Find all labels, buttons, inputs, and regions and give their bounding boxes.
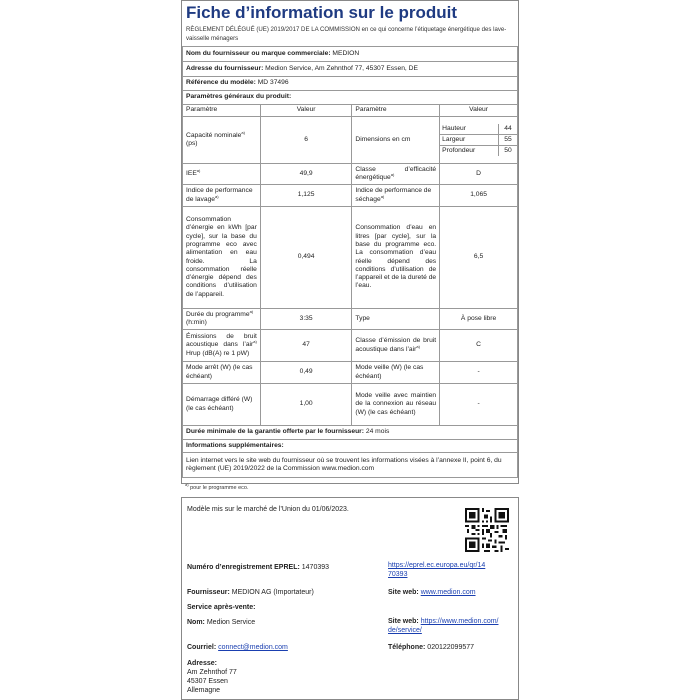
additional-label: Informations supplémentaires:: [183, 440, 518, 453]
additional-text: Lien internet vers le site web du fournisseur où se trouvent les informations visées à l’annexe II, point 6, du règlement (UE) 2019/2022 de la Commission: [186, 456, 502, 472]
standby-label: Mode veille (W) (le cas échéant): [352, 362, 440, 384]
service-name: Nom: Medion Service: [187, 619, 256, 626]
regulation-text: RÈGLEMENT DÉLÉGUÉ (UE) 2019/2017 DE LA COMMISSION en ce qui concerne l’étiquetage énergétique des lave-vaisselle ménagers: [186, 26, 507, 42]
capacity-value: 6: [260, 117, 352, 164]
cleaning-label: Indice de performance de lavage: [186, 187, 253, 203]
delay-start-label: Démarrage différé (W) (le cas échéant): [183, 384, 261, 426]
eprel-box: [181, 497, 519, 700]
placed-on-market: Modèle mis sur le marché de l’Union du 01/06/2023.: [187, 506, 349, 513]
additional-text-row: [183, 453, 518, 478]
water-value: 6,5: [440, 207, 518, 309]
eei-value: 49,9: [260, 164, 352, 185]
row-duration: Durée du programme$^{a)}$ (h:min) 3:35 Type À pose libre: [183, 309, 518, 330]
qr-code-icon[interactable]: [465, 508, 509, 552]
sheet-title: Fiche d’information sur le produit: [186, 3, 458, 22]
address-value: Medion Service, Am Zehnthof 77, 45307 Essen, DE: [265, 64, 418, 72]
duration-value: 3:35: [260, 309, 352, 330]
delay-start-value: 1,00: [260, 384, 352, 426]
row-delay-start: [183, 384, 518, 426]
noise-class-label: Classe d’émission de bruit acoustique dans l’air: [355, 337, 437, 353]
row-eei: IEE$^{a)}$ 49,9 Classe d’efficacité énergétique$^{a)}$ D: [183, 164, 518, 185]
header-value-1: Valeur: [260, 105, 352, 117]
off-mode-value: 0,49: [260, 362, 352, 384]
row-off-mode: [183, 362, 518, 384]
noise-label: Émissions de bruit acoustique dans l’air: [186, 333, 257, 349]
eprel-number: 1470393: [301, 564, 330, 571]
model-value: MD 37496: [257, 79, 289, 87]
row-noise: Émissions de bruit acoustique dans l’air$^{a)}$ Hrup (dB(A) re 1 pW) 47 Classe d’émission de bruit acoustique dans l’air$^{a)}$ C: [183, 330, 518, 362]
efficiency-class-label: Classe d’efficacité énergétique: [355, 165, 437, 181]
additional-url: www.medion.com: [321, 465, 375, 472]
footnote: $^{a)}$ pour le programme eco.: [185, 482, 249, 491]
supplier-website-link[interactable]: www.medion.com: [420, 589, 476, 596]
service-website-link-2[interactable]: de/service/: [388, 627, 422, 634]
energy-value: 0,494: [260, 207, 352, 309]
supplier-website: Site web: www.medion.com: [388, 589, 476, 596]
guarantee-value: 24 mois: [365, 428, 390, 436]
guarantee-label: Durée minimale de la garantie offerte par le fournisseur:: [186, 428, 365, 436]
noise-unit: Hrup (dB(A) re 1 pW): [186, 349, 250, 357]
service-address: Adresse: Am Zehnthof 77 45307 Essen Allemagne: [187, 660, 237, 694]
general-params-row: [183, 91, 518, 105]
service-phone: Téléphone: 020122099577: [388, 644, 475, 651]
cleaning-value: 1,125: [260, 185, 352, 207]
eprel-link[interactable]: https://eprel.ec.europa.eu/qr/14 70393: [388, 562, 486, 578]
service-website-link-1[interactable]: https://www.medion.com/: [420, 618, 499, 625]
energy-label: Consommation d’énergie en kWh [par cycle], sur la base du programme eco avec alimentation en eau froide. La consommation réelle d’énergie dépend des conditions d’utilisation de l’appareil.: [183, 207, 261, 309]
address-label: Adresse du fournisseur:: [186, 64, 264, 72]
eprel-supplier: Fournisseur: MEDION AG (Importateur): [187, 589, 314, 596]
efficiency-class-value: D: [440, 164, 518, 185]
address-row: [183, 62, 518, 77]
model-label: Référence du modèle:: [186, 79, 256, 87]
header-value-2: Valeur: [440, 105, 518, 117]
type-value: À pose libre: [440, 309, 518, 330]
water-label: Consommation d’eau en litres [par cycle], sur la base du programme eco. La consommation d’eau réelle dépend des conditions d’utilisation de l’appareil et de la dureté de l’eau.: [352, 207, 440, 309]
depth-value: 50: [498, 146, 517, 157]
header-row: [183, 105, 518, 117]
row-capacity: Capacité nominale$^{a)}$ (ps) 6 Dimensions en cm Hauteur 44 Largeur 55 Profondeur 50: [183, 117, 518, 164]
supplier-row: [183, 47, 518, 62]
eprel-registration: Numéro d’enregistrement EPREL: 1470393: [187, 564, 330, 571]
networked-standby-value: -: [440, 384, 518, 426]
model-row: [183, 77, 518, 91]
duration-label: Durée du programme: [186, 310, 250, 318]
additional-row: [183, 440, 518, 453]
info-table: [182, 46, 518, 478]
dimensions-table: Hauteur 44 Largeur 55 Profondeur 50: [440, 124, 517, 156]
height-value: 44: [498, 124, 517, 135]
header-param-2: Paramètre: [352, 105, 440, 117]
duration-unit: (h:min): [186, 319, 207, 326]
standby-value: -: [440, 362, 518, 384]
service-heading: Service après-vente:: [187, 604, 256, 611]
capacity-label: Capacité nominale: [186, 131, 242, 139]
dimensions-label: Dimensions en cm: [352, 117, 440, 164]
drying-value: 1,065: [440, 185, 518, 207]
width-value: 55: [498, 135, 517, 146]
networked-standby-label: Mode veille avec maintien de la connexion au réseau (W) (le cas échéant): [352, 384, 440, 426]
header-param-1: Paramètre: [183, 105, 261, 117]
capacity-unit: (ps): [186, 140, 198, 147]
supplier-value: MEDION: [332, 49, 360, 57]
noise-class-value: C: [440, 330, 518, 362]
drying-label: Indice de performance de séchage: [355, 187, 432, 203]
product-information-sheet: [181, 0, 519, 484]
row-performance: Indice de performance de lavage$^{a)}$ 1,125 Indice de performance de séchage$^{a)}$ 1,065: [183, 185, 518, 207]
general-params-heading: Paramètres généraux du produit:: [183, 91, 518, 105]
service-email: Courriel: connect@medion.com: [187, 644, 288, 651]
eei-label: IEE: [186, 169, 197, 177]
off-mode-label: Mode arrêt (W) (le cas échéant): [183, 362, 261, 384]
row-consumption: [183, 207, 518, 309]
service-website: Site web: https://www.medion.com/ de/service/: [388, 618, 499, 634]
noise-value: 47: [260, 330, 352, 362]
supplier-label: Nom du fournisseur ou marque commerciale:: [186, 49, 331, 57]
type-label: Type: [352, 309, 440, 330]
guarantee-row: [183, 426, 518, 440]
service-email-link[interactable]: connect@medion.com: [218, 644, 288, 651]
